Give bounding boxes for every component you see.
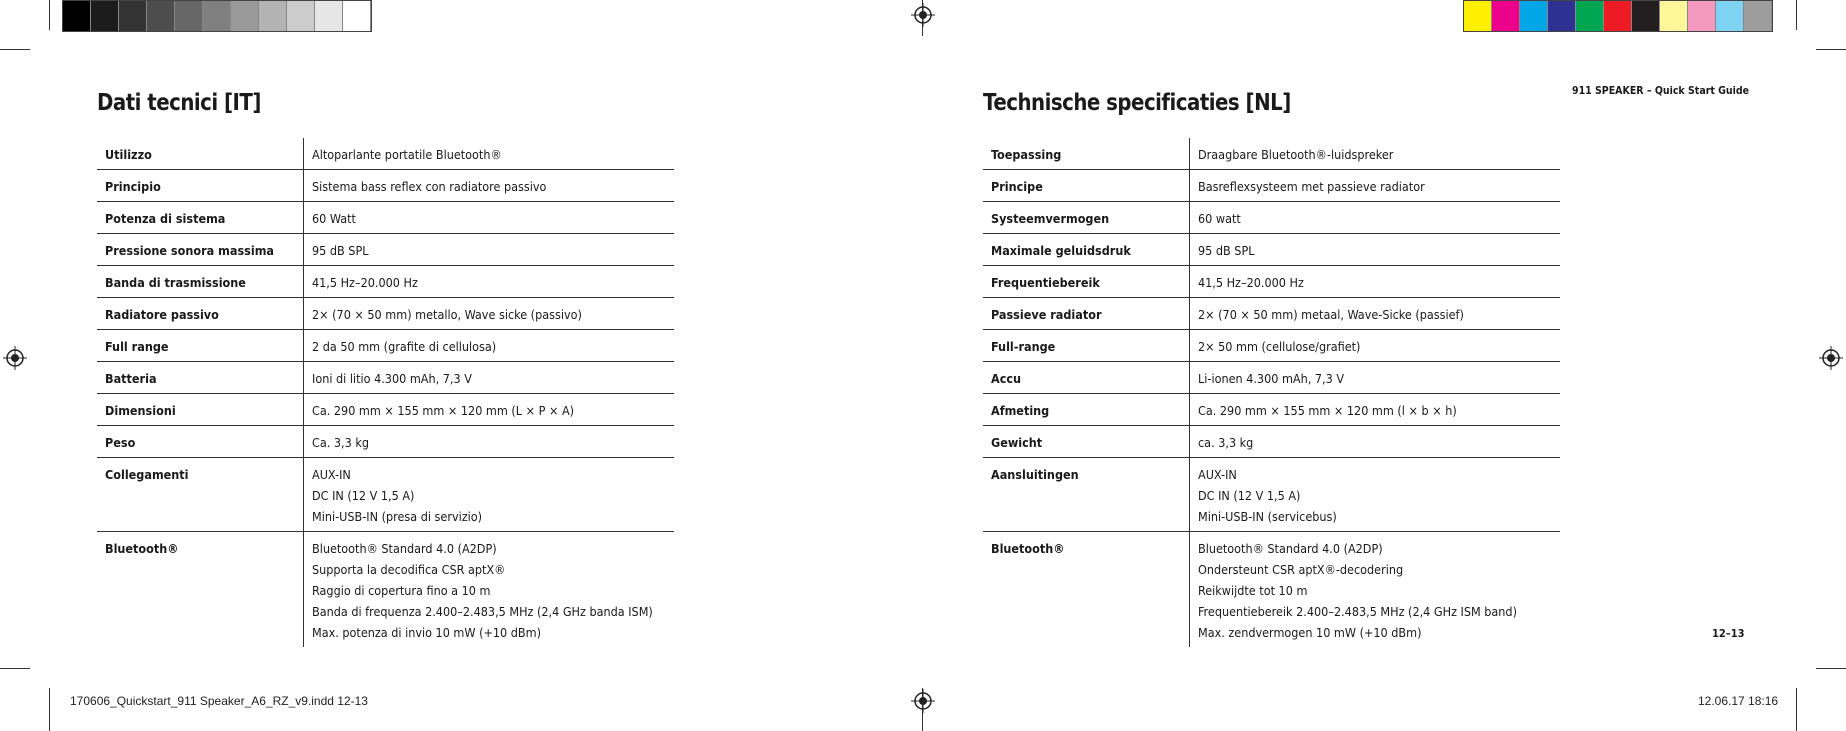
crop-mark — [1816, 668, 1846, 669]
spec-value-line: Raggio di copertura fino a 10 m — [312, 583, 491, 598]
spec-label: Potenza di sistema — [97, 202, 304, 234]
color-swatch — [63, 1, 91, 31]
spec-value — [304, 330, 675, 362]
table-row — [983, 362, 1560, 394]
color-swatch — [147, 1, 175, 31]
color-swatch — [259, 1, 287, 31]
crop-mark — [0, 668, 30, 669]
spec-value-line: Ca. 3,3 kg — [312, 435, 369, 450]
spec-value-line: Ondersteunt CSR aptX®-decodering — [1198, 562, 1404, 577]
spec-value — [1190, 138, 1561, 170]
spec-value-line: Max. potenza di invio 10 mW (+10 dBm) — [312, 625, 541, 640]
crop-mark — [49, 0, 50, 30]
color-swatch — [315, 1, 343, 31]
spec-value-line: Mini-USB-IN (servicebus) — [1198, 509, 1337, 524]
left-page-title: Dati tecnici [IT] — [97, 90, 261, 116]
slug-timestamp: 12.06.17 18:16 — [1698, 694, 1779, 708]
spec-value-line: DC IN (12 V 1,5 A) — [312, 488, 415, 503]
table-row — [97, 394, 674, 426]
spec-label: Bluetooth® — [983, 532, 1190, 648]
spec-value — [304, 458, 675, 532]
color-swatch — [1632, 1, 1660, 31]
spec-value-line: Bluetooth® Standard 4.0 (A2DP) — [1198, 541, 1383, 556]
spec-value-line: Bluetooth® Standard 4.0 (A2DP) — [312, 541, 497, 556]
table-row — [983, 532, 1560, 648]
crop-mark — [1796, 0, 1797, 30]
color-swatch — [1464, 1, 1492, 31]
table-row — [97, 170, 674, 202]
table-row — [97, 362, 674, 394]
crop-mark — [0, 49, 30, 50]
table-row — [97, 298, 674, 330]
spec-value — [1190, 170, 1561, 202]
spec-label: Gewicht — [983, 426, 1190, 458]
spec-value-line: Altoparlante portatile Bluetooth® — [312, 147, 502, 162]
table-row — [97, 202, 674, 234]
spec-value — [304, 170, 675, 202]
spec-value-line: 41,5 Hz–20.000 Hz — [1198, 275, 1304, 290]
table-row — [983, 394, 1560, 426]
table-row — [97, 458, 674, 532]
spec-value — [304, 298, 675, 330]
spec-value-line: Max. zendvermogen 10 mW (+10 dBm) — [1198, 625, 1422, 640]
spec-label: Aansluitingen — [983, 458, 1190, 532]
spec-label: Pressione sonora massima — [97, 234, 304, 266]
spec-label: Collegamenti — [97, 458, 304, 532]
spec-label: Systeemvermogen — [983, 202, 1190, 234]
spec-value-line: 2× (70 × 50 mm) metallo, Wave sicke (passivo) — [312, 307, 582, 322]
spec-value — [1190, 362, 1561, 394]
table-row — [983, 138, 1560, 170]
color-swatch — [1716, 1, 1744, 31]
table-row — [983, 266, 1560, 298]
table-row — [983, 202, 1560, 234]
spec-label: Principio — [97, 170, 304, 202]
spec-value-line: DC IN (12 V 1,5 A) — [1198, 488, 1301, 503]
color-swatch — [1688, 1, 1716, 31]
spec-value — [304, 362, 675, 394]
spec-value-line: Basreflexsysteem met passieve radiator — [1198, 179, 1425, 194]
spec-value-line: Sistema bass reflex con radiatore passivo — [312, 179, 547, 194]
spec-value-line: Ca. 290 mm × 155 mm × 120 mm (l × b × h) — [1198, 403, 1457, 418]
spec-value — [304, 202, 675, 234]
table-row — [97, 234, 674, 266]
spec-value-line: 41,5 Hz–20.000 Hz — [312, 275, 418, 290]
spec-value — [1190, 266, 1561, 298]
crop-mark — [1796, 688, 1797, 731]
spec-value-line: ca. 3,3 kg — [1198, 435, 1254, 450]
spec-value-line: AUX-IN — [312, 467, 351, 482]
spec-value-line: Li-ionen 4.300 mAh, 7,3 V — [1198, 371, 1345, 386]
slug-filename: 170606_Quickstart_911 Speaker_A6_RZ_v9.indd 12-13 — [70, 694, 368, 708]
spec-value-line: AUX-IN — [1198, 467, 1237, 482]
spec-value — [304, 266, 675, 298]
spec-value — [1190, 298, 1561, 330]
spec-label: Toepassing — [983, 138, 1190, 170]
spec-label: Radiatore passivo — [97, 298, 304, 330]
spec-value-line: Draagbare Bluetooth®-luidspreker — [1198, 147, 1394, 162]
color-swatch — [119, 1, 147, 31]
table-row — [97, 138, 674, 170]
spec-value — [304, 234, 675, 266]
spec-label: Peso — [97, 426, 304, 458]
color-swatch — [1576, 1, 1604, 31]
table-row — [97, 266, 674, 298]
spec-value — [1190, 202, 1561, 234]
color-swatch-bar — [1463, 0, 1773, 32]
table-row — [97, 532, 674, 648]
spec-value — [1190, 532, 1561, 648]
spec-value — [304, 138, 675, 170]
spec-value-line: 2× (70 × 50 mm) metaal, Wave-Sicke (passief) — [1198, 307, 1464, 322]
spec-label: Utilizzo — [97, 138, 304, 170]
spec-label: Afmeting — [983, 394, 1190, 426]
spec-value-line: 95 dB SPL — [312, 243, 369, 258]
running-header: 911 SPEAKER – Quick Start Guide — [1572, 85, 1750, 97]
registration-mark-icon — [911, 3, 935, 27]
spec-label: Frequentiebereik — [983, 266, 1190, 298]
table-row — [983, 426, 1560, 458]
spec-value-line: 60 Watt — [312, 211, 356, 226]
table-row — [983, 330, 1560, 362]
spec-value — [304, 426, 675, 458]
registration-mark-icon — [3, 346, 27, 370]
table-row — [983, 234, 1560, 266]
table-row — [983, 170, 1560, 202]
table-row — [97, 330, 674, 362]
spec-label: Batteria — [97, 362, 304, 394]
grayscale-swatch-bar — [62, 0, 372, 32]
crop-mark — [49, 688, 50, 731]
spec-value — [1190, 458, 1561, 532]
spec-label: Maximale geluidsdruk — [983, 234, 1190, 266]
color-swatch — [203, 1, 231, 31]
color-swatch — [1604, 1, 1632, 31]
color-swatch — [1548, 1, 1576, 31]
table-row — [983, 458, 1560, 532]
spec-label: Banda di trasmissione — [97, 266, 304, 298]
spec-value — [1190, 394, 1561, 426]
table-row — [983, 298, 1560, 330]
spec-value — [1190, 234, 1561, 266]
color-swatch — [343, 1, 371, 31]
spec-label: Full-range — [983, 330, 1190, 362]
color-swatch — [1660, 1, 1688, 31]
page-number: 12–13 — [1712, 627, 1745, 640]
spec-value — [1190, 426, 1561, 458]
color-swatch — [1492, 1, 1520, 31]
spec-value-line: Ioni di litio 4.300 mAh, 7,3 V — [312, 371, 472, 386]
spec-value-line: 2× 50 mm (cellulose/grafiet) — [1198, 339, 1361, 354]
color-swatch — [1520, 1, 1548, 31]
spec-table-nl — [983, 138, 1560, 647]
spec-value — [304, 394, 675, 426]
color-swatch — [91, 1, 119, 31]
color-swatch — [287, 1, 315, 31]
color-swatch — [231, 1, 259, 31]
spec-label: Passieve radiator — [983, 298, 1190, 330]
spec-value-line: Reikwijdte tot 10 m — [1198, 583, 1308, 598]
spec-value-line: 2 da 50 mm (grafite di cellulosa) — [312, 339, 497, 354]
spec-value-line: 95 dB SPL — [1198, 243, 1255, 258]
registration-mark-icon — [911, 689, 935, 713]
spec-label: Accu — [983, 362, 1190, 394]
spec-label: Dimensioni — [97, 394, 304, 426]
spec-value-line: Supporta la decodifica CSR aptX® — [312, 562, 506, 577]
spec-value — [1190, 330, 1561, 362]
spec-value-line: Banda di frequenza 2.400–2.483,5 MHz (2,4 GHz banda ISM) — [312, 604, 653, 619]
color-swatch — [175, 1, 203, 31]
spec-value-line: 60 watt — [1198, 211, 1241, 226]
right-page-title: Technische specificaties [NL] — [983, 90, 1291, 116]
spec-label: Full range — [97, 330, 304, 362]
crop-mark — [1816, 49, 1846, 50]
registration-mark-icon — [1819, 346, 1843, 370]
spec-value — [304, 532, 675, 648]
table-row — [97, 426, 674, 458]
spec-table-it — [97, 138, 674, 647]
spec-value-line: Frequentiebereik 2.400–2.483,5 MHz (2,4 GHz ISM band) — [1198, 604, 1517, 619]
spec-label: Principe — [983, 170, 1190, 202]
spec-label: Bluetooth® — [97, 532, 304, 648]
spec-value-line: Ca. 290 mm × 155 mm × 120 mm (L × P × A) — [312, 403, 575, 418]
spec-value-line: Mini-USB-IN (presa di servizio) — [312, 509, 483, 524]
color-swatch — [1744, 1, 1772, 31]
